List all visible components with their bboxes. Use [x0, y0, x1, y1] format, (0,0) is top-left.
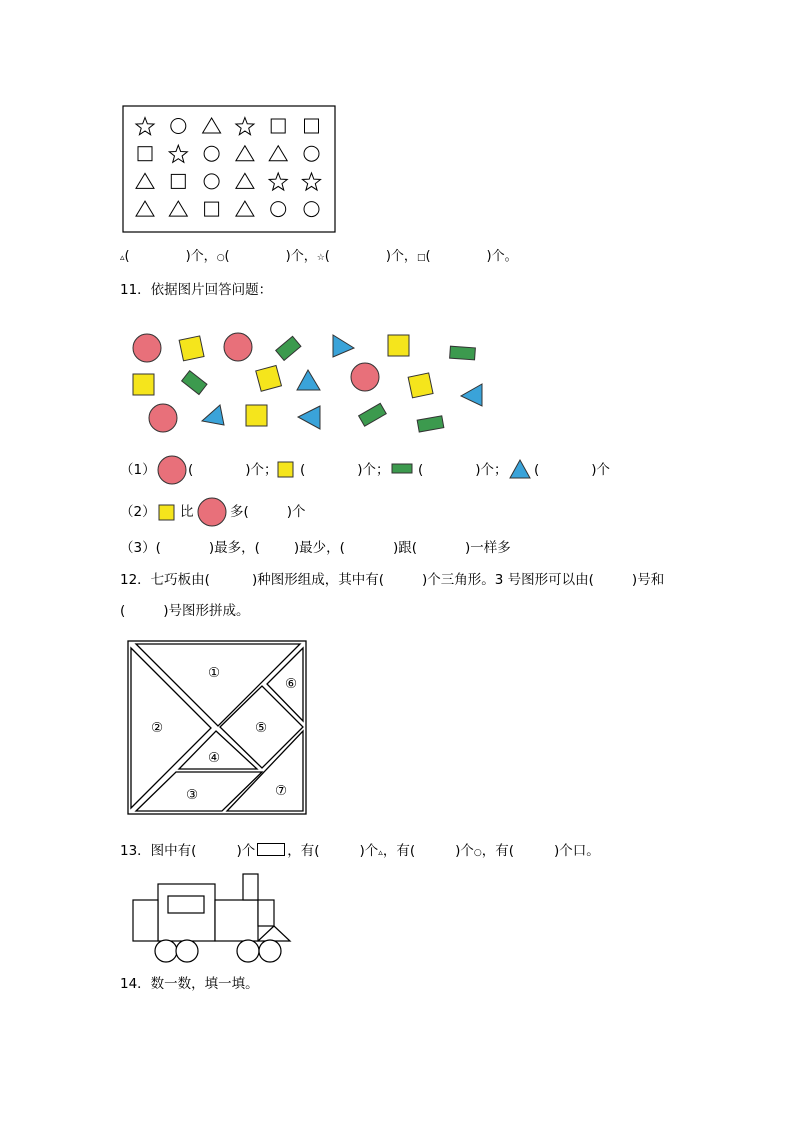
q11-line3: （3）( )最多，( )最少，( )跟( )一样多 — [120, 540, 511, 556]
colored-shapes-figure — [0, 320, 794, 440]
train-cabin — [158, 884, 215, 941]
grid-square-icon — [271, 119, 285, 133]
green-rectangle — [182, 371, 207, 395]
train-window — [168, 896, 204, 913]
train-wheel — [237, 940, 259, 962]
tangram-label-7: ⑦ — [275, 783, 288, 799]
tangram-label-4: ④ — [208, 750, 221, 766]
tangram-label-6: ⑥ — [285, 676, 298, 692]
green-rectangle — [276, 336, 301, 360]
grid-triangle-icon — [169, 201, 187, 216]
grid-triangle-icon — [236, 201, 254, 216]
q11-line1: （1） — [120, 462, 156, 478]
tangram-piece-1 — [136, 644, 300, 726]
train-body — [215, 900, 258, 941]
grid-square-icon — [205, 202, 219, 216]
green-rectangle-icon — [392, 464, 412, 473]
tangram-label-5: ⑤ — [255, 720, 268, 736]
red-circle — [133, 334, 161, 362]
train-wheel — [259, 940, 281, 962]
q12-line2: ( )号图形拼成。 — [120, 603, 250, 619]
circle-symbol: ○ — [473, 848, 482, 858]
grid-star-icon — [236, 118, 254, 135]
grid-star-icon — [302, 173, 320, 190]
grid-square-icon — [171, 174, 185, 188]
grid-star-icon — [136, 118, 154, 135]
grid-circle-icon — [204, 174, 219, 189]
blue-triangle — [297, 370, 320, 390]
tangram-label-2: ② — [151, 720, 164, 736]
train-wheel — [155, 940, 177, 962]
tangram-piece-2 — [131, 648, 211, 808]
q11-line2: （2） — [120, 504, 156, 520]
grid-circle-icon — [171, 119, 186, 134]
grid-triangle-icon — [136, 173, 154, 188]
q13-line: 13．图中有( )个 ，有( )个▵，有( )个○，有( )个口。 — [120, 843, 600, 859]
tangram-piece-3 — [136, 772, 262, 811]
train-rear-box — [133, 900, 158, 941]
grid-star-icon — [169, 145, 187, 162]
red-circle — [351, 363, 379, 391]
grid-triangle-icon — [136, 201, 154, 216]
triangle-symbol: ▵ — [120, 253, 125, 263]
green-rectangle — [450, 346, 476, 360]
train-wheel — [176, 940, 198, 962]
blue-triangle — [298, 406, 320, 429]
star-symbol: ☆ — [316, 253, 325, 263]
yellow-square — [246, 405, 267, 426]
rectangle-icon — [257, 843, 285, 856]
grid-circle-icon — [271, 202, 286, 217]
grid-square-icon — [138, 147, 152, 161]
red-circle-icon — [158, 456, 186, 484]
yellow-square — [179, 336, 204, 361]
yellow-square-icon — [278, 462, 293, 477]
red-circle — [224, 333, 252, 361]
q11-title: 11．依据图片回答问题： — [120, 282, 273, 298]
yellow-square-icon — [159, 505, 174, 520]
green-rectangle — [359, 403, 387, 426]
grid-circle-icon — [204, 146, 219, 161]
shape-grid-border — [123, 106, 335, 232]
yellow-square — [133, 374, 154, 395]
tangram-label-3: ③ — [186, 787, 199, 803]
grid-square-icon — [305, 119, 319, 133]
grid-triangle-icon — [269, 146, 287, 161]
tangram-piece-7 — [227, 731, 303, 811]
grid-star-icon — [269, 173, 287, 190]
blue-triangle — [461, 384, 482, 406]
shape-count-answer-line: ▵( )个，○( )个，☆( )个，□( )个。 — [120, 249, 518, 264]
grid-triangle-icon — [236, 146, 254, 161]
square-symbol: □ — [416, 253, 426, 263]
blue-triangle — [202, 405, 224, 425]
red-circle-icon — [198, 498, 226, 526]
train-nose-triangle — [258, 926, 290, 941]
tangram-label-1: ① — [208, 665, 221, 681]
red-circle — [149, 404, 177, 432]
green-rectangle — [417, 416, 444, 432]
triangle-symbol: ▵ — [378, 848, 383, 858]
train-front-box — [258, 900, 274, 926]
yellow-square — [408, 373, 433, 398]
q14-title: 14．数一数，填一填。 — [120, 976, 259, 992]
yellow-square — [256, 365, 282, 391]
circle-symbol: ○ — [216, 253, 225, 263]
grid-circle-icon — [304, 146, 319, 161]
grid-triangle-icon — [203, 118, 221, 133]
blue-triangle — [333, 335, 354, 357]
grid-circle-icon — [304, 202, 319, 217]
q12-line1: 12．七巧板由( )种图形组成，其中有( )个三角形。3 号图形可以由( )号和 — [120, 572, 665, 588]
yellow-square — [388, 335, 409, 356]
shape-grid-figure — [0, 0, 794, 260]
train-chimney — [243, 874, 258, 900]
grid-triangle-icon — [236, 173, 254, 188]
blue-triangle-icon — [510, 460, 530, 478]
